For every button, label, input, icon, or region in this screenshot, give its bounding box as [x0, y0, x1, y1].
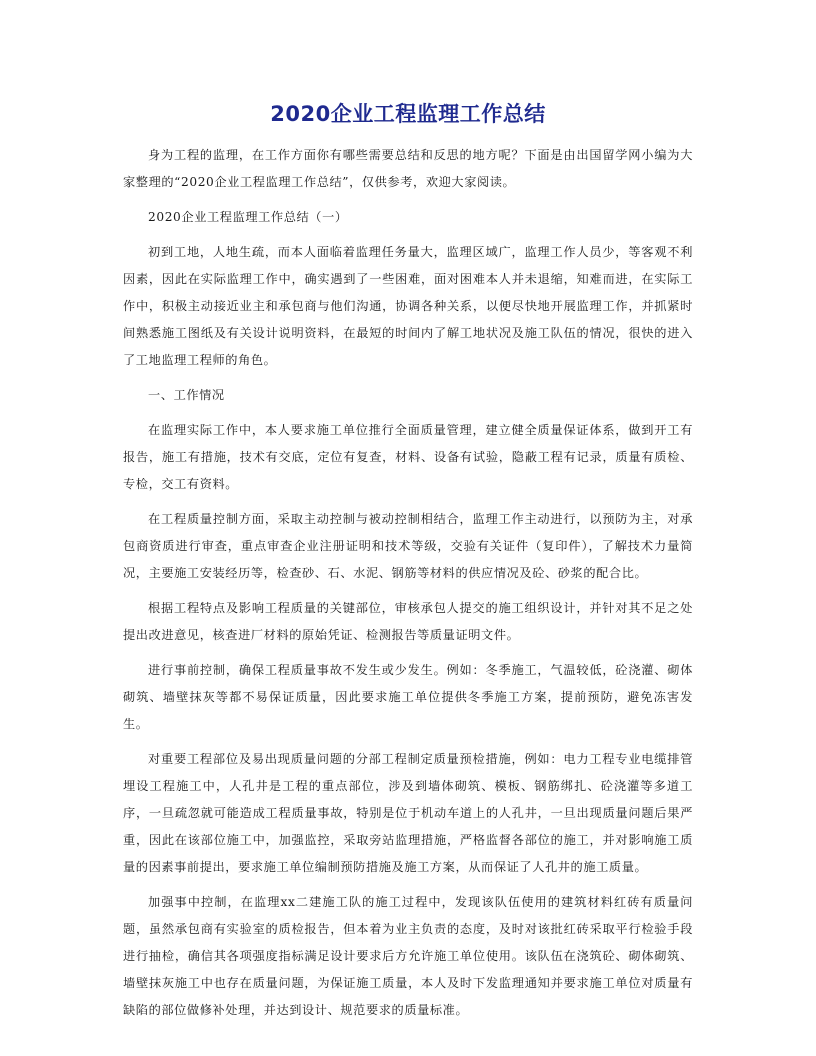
- section-heading: 2020企业工程监理工作总结（一）: [148, 210, 348, 224]
- document-page: [123, 100, 693, 1032]
- body-paragraph: 在工程质量控制方面，采取主动控制与被动控制相结合，监理工作主动进行，以预防为主，对承包商资质进行审查，重点审查企业注册证明和技术等级，交验有关证件（复印件），了解技术力量简况，主要施工安装经历等，检查砂、石、水泥、钢筋等材料的供应情况及砼、砂浆的配合比。: [123, 512, 693, 580]
- body-paragraph: 在监理实际工作中，本人要求施工单位推行全面质量管理，建立健全质量保证体系，做到开工有报告，施工有措施，技术有交底，定位有复查，材料、设备有试验，隐蔽工程有记录，质量有质检、专检，交工有资料。: [123, 423, 693, 491]
- body-paragraph: 根据工程特点及影响工程质量的关键部位，审核承包人提交的施工组织设计，并针对其不足之处提出改进意见，核查进厂材料的原始凭证、检测报告等质量证明文件。: [123, 601, 693, 642]
- body-paragraph: 对重要工程部位及易出现质量问题的分部工程制定质量预检措施，例如：电力工程专业电缆排管埋设工程施工中，人孔井是工程的重点部位，涉及到墙体砌筑、模板、钢筋绑扎、砼浇灌等多道工序，一旦疏忽就可能造成工程质量事故，特别是位于机动车道上的人孔井，一旦出现质量问题后果严重，因此在该部位施工中，加强监控，采取旁站监理措施，严格监督各部位的施工，并对影响施工质量的因素事前提出，要求施工单位编制预防措施及施工方案，从而保证了人孔井的施工质量。: [123, 752, 693, 874]
- body-paragraph: 加强事中控制，在监理xx二建施工队的施工过程中，发现该队伍使用的建筑材料红砖有质量问题，虽然承包商有实验室的质检报告，但本着为业主负责的态度，及时对该批红砖采取平行检验手段进行抽检，确信其各项强度指标满足设计要求后方允许施工单位使用。该队伍在浇筑砼、砌体砌筑、墙壁抹灰施工中也存在质量问题，为保证施工质量，本人及时下发监理通知并要求施工单位对质量有缺陷的部位做修补处理，并达到设计、规范要求的质量标准。: [123, 895, 693, 1017]
- document-title: 2020企业工程监理工作总结: [270, 102, 546, 126]
- subsection-heading: 一、工作情况: [148, 388, 225, 402]
- intro-paragraph: 身为工程的监理，在工作方面你有哪些需要总结和反思的地方呢？下面是由出国留学网小编为大家整理的“2020企业工程监理工作总结”，仅供参考，欢迎大家阅读。: [123, 148, 693, 189]
- body-paragraph: 初到工地，人地生疏，而本人面临着监理任务量大，监理区域广，监理工作人员少，等客观不利因素，因此在实际监理工作中，确实遇到了一些困难，面对困难本人并未退缩，知难而进，在实际工作中，积极主动接近业主和承包商与他们沟通，协调各种关系，以便尽快地开展监理工作，并抓紧时间熟悉施工图纸及有关设计说明资料，在最短的时间内了解工地状况及施工队伍的情况，很快的进入了工地监理工程师的角色。: [123, 245, 693, 367]
- body-paragraph: 进行事前控制，确保工程质量事故不发生或少发生。例如：冬季施工，气温较低，砼浇灌、砌体砌筑、墙壁抹灰等都不易保证质量，因此要求施工单位提供冬季施工方案，提前预防，避免冻害发生。: [123, 663, 693, 731]
